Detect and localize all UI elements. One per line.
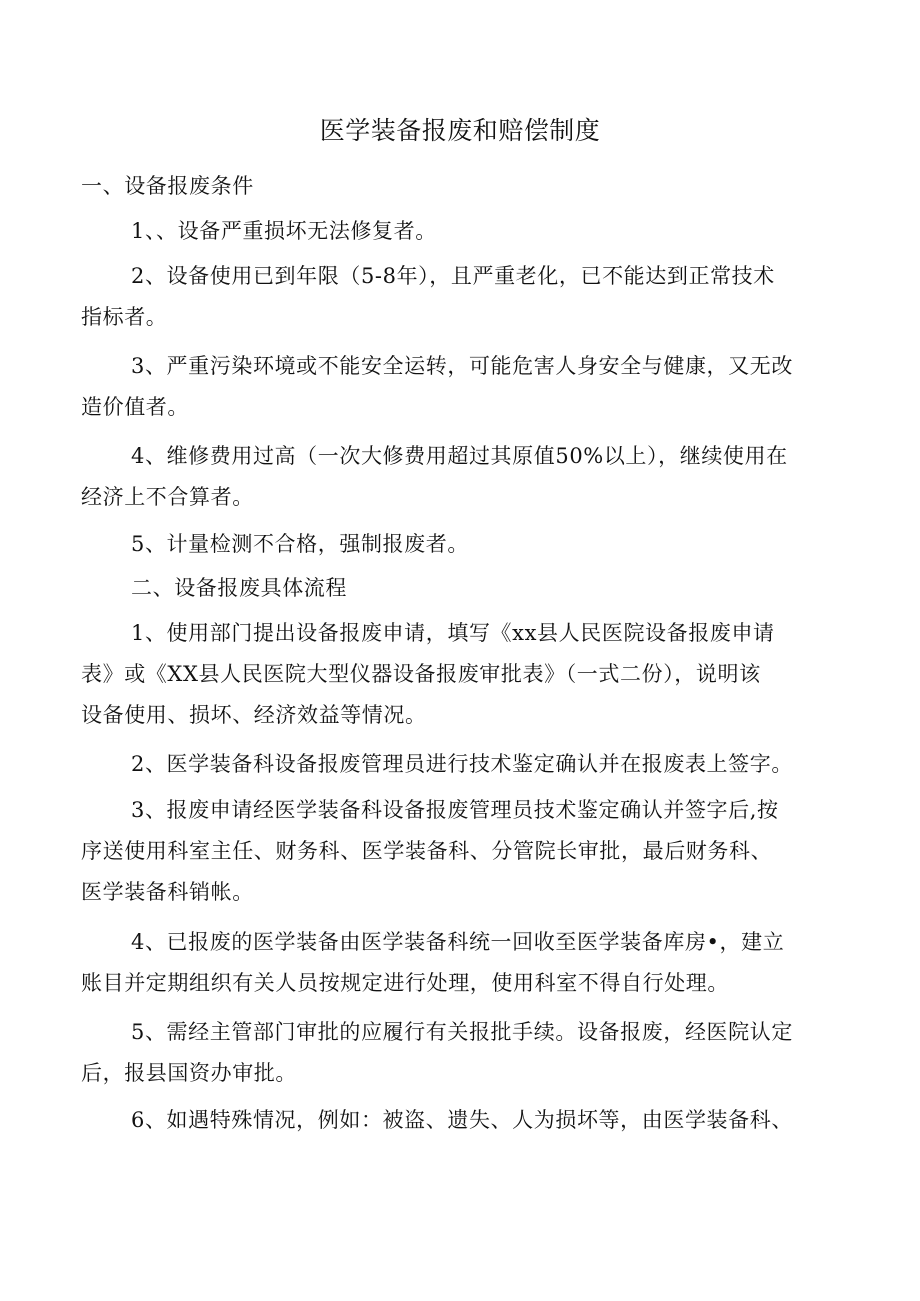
paragraph-line: 4、维修费用过高（一次大修费用超过其原值50%以上），继续使用在: [131, 444, 788, 468]
paragraph: [81, 211, 841, 252]
paragraph-line: 5、需经主管部门审批的应履行有关报批手续。设备报废，经医院认定: [131, 1020, 793, 1044]
paragraph-line: 医学装备科销帐。: [81, 880, 254, 904]
paragraph: [81, 1100, 841, 1141]
paragraph-line: 6、如遇特殊情况，例如：被盗、遗失、人为损坏等，由医学装备科、: [131, 1108, 793, 1132]
paragraph-line: 1、、设备严重损坏无法修复者。: [131, 219, 437, 243]
paragraph-line: 经济上不合算者。: [81, 485, 254, 509]
section-heading: [81, 166, 841, 207]
paragraph: [81, 922, 841, 1004]
section-heading-text: 二、设备报废具体流程: [131, 576, 347, 600]
paragraph: [81, 524, 841, 565]
paragraph-line: 3、报废申请经医学装备科设备报废管理员技术鉴定确认并签字后,按: [131, 798, 779, 822]
paragraph: [81, 436, 841, 518]
paragraph-line: 后，报县国资办审批。: [81, 1061, 297, 1085]
paragraph-line: 账目并定期组织有关人员按规定进行处理，使用科室不得自行处理。: [81, 971, 729, 995]
paragraph-line: 4、已报废的医学装备由医学装备科统一回收至医学装备库房•，建立: [131, 930, 785, 954]
paragraph-line: 2、设备使用已到年限（5-8年），且严重老化，已不能达到正常技术: [131, 264, 775, 288]
paragraph: [81, 613, 841, 736]
paragraph-line: 设备使用、损坏、经济效益等情况。: [81, 703, 427, 727]
paragraph-line: 造价值者。: [81, 395, 189, 419]
paragraph: [81, 790, 841, 913]
paragraph-line: 2、医学装备科设备报废管理员进行技术鉴定确认并在报废表上签字。: [131, 752, 793, 776]
paragraph: [81, 744, 841, 785]
paragraph-line: 序送使用科室主任、财务科、医学装备科、分管院长审批，最后财务科、: [81, 839, 773, 863]
paragraph-line: 指标者。: [81, 305, 168, 329]
paragraph-line: 1、使用部门提出设备报废申请，填写《xx县人民医院设备报废申请: [131, 621, 775, 645]
paragraph-line: 表》或《XX县人民医院大型仪器设备报废审批表》（一式二份），说明该: [81, 662, 761, 686]
paragraph-line: 3、严重污染环境或不能安全运转，可能危害人身安全与健康，又无改: [131, 354, 793, 378]
paragraph: [81, 256, 841, 338]
document-title: 医学装备报废和赔偿制度: [319, 116, 601, 145]
paragraph: [81, 1012, 841, 1094]
section-heading-text: 一、设备报废条件: [81, 174, 254, 198]
section-heading: [81, 568, 841, 609]
paragraph: [81, 346, 841, 428]
paragraph-line: 5、计量检测不合格，强制报废者。: [131, 532, 469, 556]
